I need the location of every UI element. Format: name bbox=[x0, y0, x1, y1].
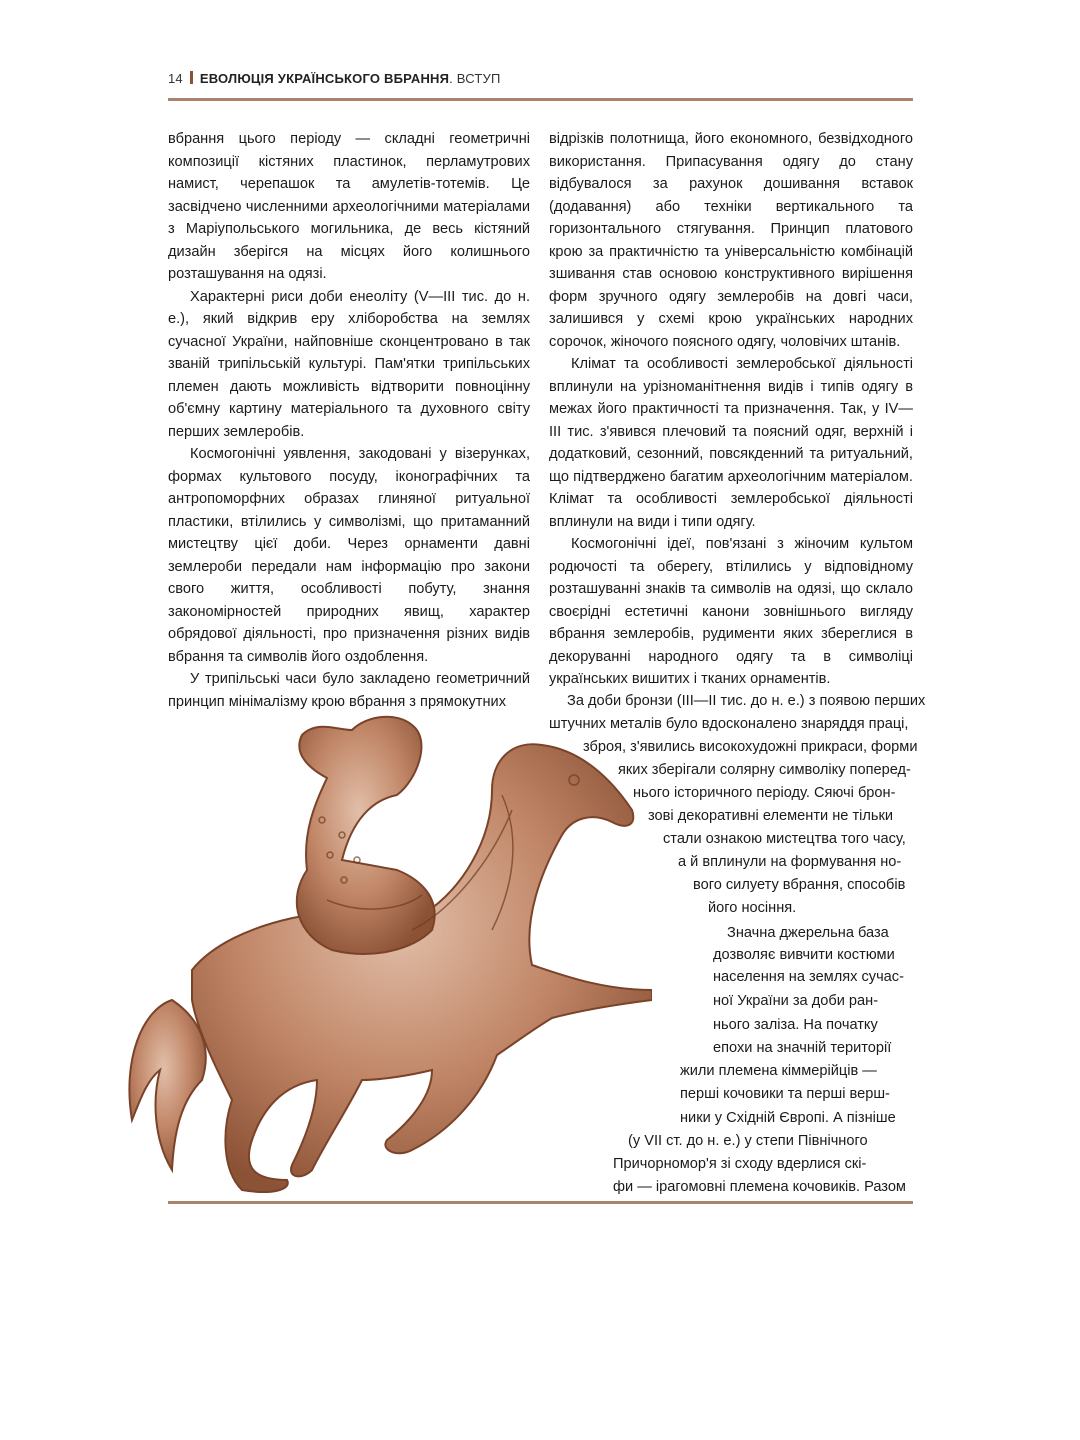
text-line: вого силуету вбрання, способів bbox=[693, 877, 906, 893]
scythian-horseman-plaque-icon bbox=[112, 700, 652, 1200]
text-line: а й вплинули на формування но- bbox=[678, 854, 902, 870]
text-line: фи — ірагомовні племена кочовиків. Разом bbox=[613, 1179, 906, 1195]
paragraph: Характерні риси доби енеоліту (V—III тис. до н. е.), який відкрив еру хліборобства на землях сучасної України, найповніше сконцентровано в так званій трипільській культурі. Пам'ятки трипільських племен дають можливість відтворити повноцінну об'ємну картину матеріального та духовного світу перших землеробів. bbox=[168, 288, 530, 440]
text-line: зброя, з'явились високохудожні прикраси, форми bbox=[583, 739, 918, 755]
header-divider bbox=[190, 71, 193, 84]
text-line: нього заліза. На початку bbox=[713, 1017, 878, 1033]
paragraph: вбрання цього періоду — складні геометричні композиції кістяних пластинок, перламутрових намист, черепашок та амулетів-тотемів. Це засвідчено численними археологічними матеріалами з Маріупольського могильника, де весь кістяний дизайн зберігся на місцях його колишнього розташування на одязі. bbox=[168, 131, 530, 282]
text-line: перші кочовики та перші верш- bbox=[680, 1086, 890, 1102]
paragraph: Космогонічні уявлення, закодовані у візерунках, формах культового посуду, іконографічних та антропоморфних образах глиняної ритуальної пластики, втілились у символізмі, що притаманний мистецтву цієї доби. Через орнаменти давні землероби передали нам інформацію про закони свого життя, особливості побуту, знання закономірностей природних явищ, характер обрядової діяльності, про призначення різних видів вбрання та символів його оздоблення. bbox=[168, 446, 530, 665]
text-line: (у VII ст. до н. е.) у степи Північного bbox=[628, 1133, 868, 1149]
book-title: ЕВОЛЮЦІЯ УКРАЇНСЬКОГО ВБРАННЯ bbox=[199, 71, 450, 86]
text-line: За доби бронзи (III—II тис. до н. е.) з появою перших bbox=[567, 693, 926, 709]
text-line: стали ознакою мистецтва того часу, bbox=[663, 831, 906, 847]
text-line: дозволяє вивчити костюми bbox=[713, 947, 895, 963]
text-line: його носіння. bbox=[708, 900, 797, 916]
section-title: . ВСТУП bbox=[449, 71, 501, 86]
text-line: населення на землях сучас- bbox=[713, 969, 904, 985]
text-line: епохи на значній території bbox=[713, 1040, 892, 1056]
paragraph: У трипільські часи було закладено геометричний принцип мінімалізму крою вбрання з прямокутних bbox=[168, 671, 530, 710]
text-line: яких зберігали солярну символіку поперед- bbox=[618, 762, 911, 778]
text-line: зові декоративні елементи не тільки bbox=[648, 808, 894, 824]
text-line: ної України за доби ран- bbox=[713, 993, 879, 1009]
text-line: Причорномор'я зі сходу вдерлися скі- bbox=[613, 1156, 867, 1172]
text-line: Значна джерельна база bbox=[727, 925, 889, 941]
page-number: 14 bbox=[168, 71, 183, 86]
left-column bbox=[168, 128, 530, 713]
header-rule bbox=[168, 98, 913, 101]
text-line: нього історичного періоду. Сяючі брон- bbox=[633, 785, 896, 801]
text-line: штучних металів було вдосконалено знаряддя праці, bbox=[549, 716, 909, 732]
paragraph: відрізків полотнища, його економного, безвідходного використання. Припасування одягу до стану відбувалося за рахунок дошивання вставок (додавання) або техніки вертикального та горизонтального стягування. Принцип платового крою за практичністю та універсальністю комбінацій зшивання став основою конструктивного вирішення форм зручного одягу землеробів на довгі часи, залишився у схемі крою українських народних сорочок, жіночого поясного одягу, чоловічих штанів. bbox=[549, 131, 913, 350]
running-header bbox=[168, 71, 913, 93]
text-line: ники у Східній Європі. А пізніше bbox=[680, 1110, 896, 1126]
paragraph: Клімат та особливості землеробської діяльності вплинули на урізноманітнення видів і типів одягу в межах його практичності та призначення. Так, у IV—III тис. з'явився плечовий та поясний одяг, верхній і додатковий, сезонний, повсякденний та ритуальний, що підтверджено багатим археологічним матеріалом. Клімат та особливості землеробської діяльності вплинули на види і типи одягу. bbox=[549, 356, 913, 530]
footer-rule bbox=[168, 1201, 913, 1204]
text-line: жили племена кіммерійців — bbox=[680, 1063, 877, 1079]
right-column bbox=[549, 128, 913, 691]
paragraph: Космогонічні ідеї, пов'язані з жіночим культом родючості та оберегу, втілились у відповідному розташуванні знаків та символів на одязі, що склало своєрідні естетичні канони зовнішнього вигляду вбрання землеробів, рудименти яких збереглися в декоруванні народного одягу та в символіці українських вишитих і тканих орнаментів. bbox=[549, 536, 913, 687]
